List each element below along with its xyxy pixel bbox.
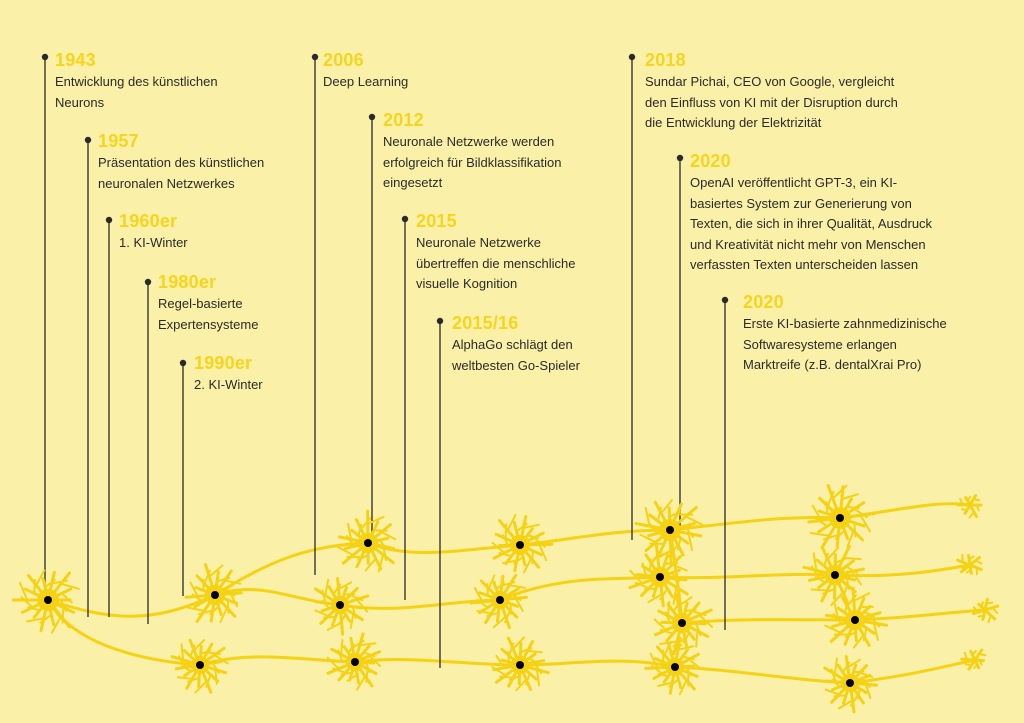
- neuron-cell: [471, 575, 527, 627]
- timeline-marker-dot: [42, 54, 48, 60]
- neuron-nucleus: [671, 663, 679, 671]
- event-year: 2018: [645, 50, 686, 70]
- event-description: OpenAI veröffentlicht GPT-3, ein KI- basiertes System zur Generierung von Texten, die sich in ihrer Qualität, Ausdruck und Kreativität nicht mehr von Menschen verfassten Texten unterscheiden lassen: [690, 175, 933, 272]
- neuron-nucleus: [516, 661, 524, 669]
- timeline-marker-dot: [437, 318, 443, 324]
- dendrite-branch: [360, 643, 376, 645]
- dendrite-branch: [814, 553, 817, 570]
- dendrite-branch: [351, 614, 354, 628]
- axon-terminal: [962, 650, 986, 669]
- event-year: 2015: [416, 211, 457, 231]
- neuron-nucleus: [656, 573, 664, 581]
- event-year: 2020: [743, 292, 784, 312]
- neuron-cell: [315, 578, 368, 634]
- neuron-nucleus: [364, 539, 372, 547]
- timeline-event-1943: [55, 50, 218, 113]
- timeline-marker-dot: [402, 216, 408, 222]
- dendrite-branch: [513, 637, 524, 648]
- neuron-nucleus: [846, 679, 854, 687]
- dendrite-branch: [976, 560, 982, 563]
- timeline-marker-dot: [629, 54, 635, 60]
- dendrite-branch: [980, 660, 981, 664]
- dendrite-branch: [842, 494, 858, 499]
- dendrite-branch: [341, 640, 342, 654]
- event-description: Entwicklung des künstlichen Neurons: [55, 74, 218, 110]
- dendrite-branch: [195, 681, 206, 692]
- neuron-nucleus: [516, 541, 524, 549]
- neuron-nucleus: [831, 571, 839, 579]
- dendrite-branch: [812, 589, 828, 590]
- dendrite-branch: [209, 566, 222, 577]
- event-description: AlphaGo schlägt den weltbesten Go-Spieler: [452, 337, 580, 373]
- neuron-nucleus: [496, 596, 504, 604]
- timeline-event-2006: [323, 50, 408, 93]
- event-year: 2006: [323, 50, 364, 70]
- axon-terminal: [958, 496, 981, 518]
- dendrite-branch: [988, 615, 990, 622]
- event-year: 1980er: [158, 272, 217, 292]
- event-year: 2015/16: [452, 313, 519, 333]
- dendrite-branch: [979, 654, 985, 655]
- neuron-nucleus: [666, 526, 674, 534]
- timeline-event-2020-gpt3: [690, 151, 932, 276]
- event-year: 2012: [383, 110, 424, 130]
- event-description: Erste KI-basierte zahnmedizinische Softwaresysteme erlangen Marktreife (z.B. dentalXrai Pro): [743, 316, 947, 372]
- timeline-event-1960er: [119, 211, 188, 254]
- neuron-layer: [13, 486, 997, 712]
- event-year: 1990er: [194, 353, 253, 373]
- dendrite-branch: [861, 515, 870, 531]
- neuron-nucleus: [44, 596, 52, 604]
- neuron-cell: [338, 511, 395, 571]
- dendrite-branch: [974, 665, 977, 668]
- dendrite-branch: [494, 617, 506, 627]
- timeline-marker-dot: [677, 155, 683, 161]
- timeline-marker-dot: [180, 360, 186, 366]
- neuron-nucleus: [851, 616, 859, 624]
- event-year: 1957: [98, 131, 139, 151]
- event-description: Sundar Pichai, CEO von Google, vergleicht den Einfluss von KI mit der Disruption durch die Entwicklung der Elektrizität: [645, 74, 898, 130]
- axon-terminal: [973, 599, 997, 622]
- dendrite-branch: [696, 631, 697, 647]
- timeline-marker-dot: [369, 114, 375, 120]
- dendrite-branch: [986, 603, 992, 604]
- neuron-nucleus: [211, 591, 219, 599]
- dendrite-branch: [966, 664, 972, 665]
- dendrite-branch: [831, 592, 843, 605]
- neuron-cell: [172, 640, 228, 692]
- dendrite-branch: [537, 670, 539, 686]
- dendrite-branch: [967, 497, 970, 501]
- event-year: 2020: [690, 151, 731, 171]
- axon-fibre: [850, 660, 975, 683]
- dendrite-branch: [833, 486, 847, 499]
- dendrite-branch: [509, 585, 525, 588]
- axon-terminal: [958, 555, 982, 574]
- axon-fibre: [660, 574, 835, 577]
- event-description: 1. KI-Winter: [119, 235, 188, 250]
- timeline-marker-dot: [145, 279, 151, 285]
- neuron-cell: [492, 515, 551, 572]
- dendrite-branch: [181, 644, 183, 660]
- event-description: Regel-basierte Expertensysteme: [158, 296, 259, 332]
- dendrite-branch: [839, 700, 853, 708]
- timeline-event-2020-dental: [743, 292, 947, 376]
- neuron-cell: [809, 486, 875, 548]
- dendrite-branch: [325, 580, 328, 596]
- timeline-marker-dot: [312, 54, 318, 60]
- neuron-nucleus: [351, 658, 359, 666]
- neuron-nucleus: [336, 601, 344, 609]
- dendrite-branch: [668, 602, 669, 616]
- dendrite-branch: [215, 670, 217, 684]
- dendrite-branch: [973, 499, 979, 500]
- timeline-event-2015: [416, 211, 575, 295]
- timeline-marker-dot: [106, 217, 112, 223]
- axon-fibre: [355, 660, 520, 665]
- event-year: 1960er: [119, 211, 178, 231]
- timeline-marker-dot: [85, 137, 91, 143]
- timeline-marker-dot: [722, 297, 728, 303]
- timeline-event-1957: [98, 131, 264, 194]
- event-description: Präsentation des künstlichen neuronalen Netzwerkes: [98, 155, 265, 191]
- dendrite-branch: [811, 533, 829, 536]
- dendrite-branch: [970, 512, 974, 518]
- dendrite-branch: [194, 640, 204, 650]
- dendrite-branch: [835, 658, 837, 674]
- neuron-cell: [825, 657, 877, 712]
- timeline-event-2015-16: [452, 313, 580, 376]
- dendrite-branch: [646, 508, 650, 526]
- neuron-cell: [186, 565, 241, 622]
- event-year: 1943: [55, 50, 96, 70]
- event-description: 2. KI-Winter: [194, 377, 263, 392]
- dendrite-branch: [962, 509, 967, 510]
- event-description: Neuronale Netzwerke übertreffen die menschliche visuelle Kognition: [416, 235, 576, 291]
- neuron-cell: [328, 634, 380, 690]
- dendrite-branch: [972, 651, 975, 655]
- dendrite-branch: [528, 651, 542, 652]
- timeline-event-1980er: [158, 272, 258, 335]
- timeline-event-2018: [645, 50, 898, 134]
- event-description: Neuronale Netzwerke werden erfolgreich für Bildklassifikation eingesetzt: [383, 134, 562, 190]
- neuron-nucleus: [836, 514, 844, 522]
- timeline-event-1990er: [194, 353, 263, 396]
- dendrite-branch: [178, 677, 192, 679]
- event-description: Deep Learning: [323, 74, 409, 89]
- neuron-nucleus: [196, 661, 204, 669]
- timeline-event-2012: [383, 110, 561, 194]
- dendrite-branch: [187, 608, 204, 611]
- axon-fibre: [675, 667, 850, 683]
- dendrite-branch: [979, 616, 984, 617]
- neuron-nucleus: [678, 619, 686, 627]
- dendrite-branch: [357, 600, 367, 612]
